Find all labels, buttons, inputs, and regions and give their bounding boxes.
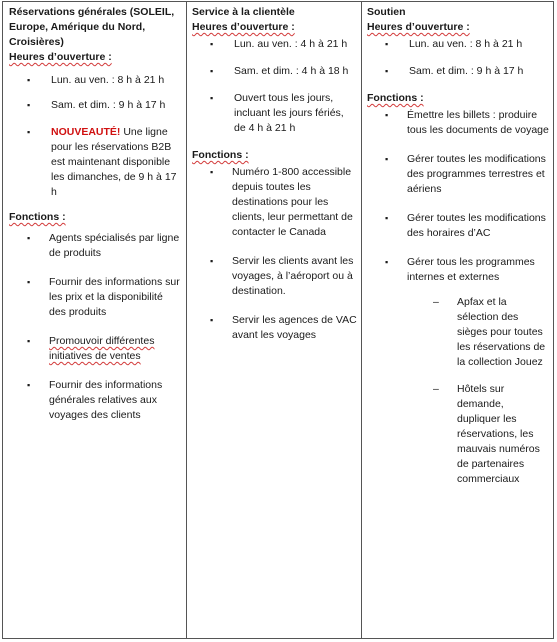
function-item: ▪ Promouvoir différentes initiatives de ventes xyxy=(9,334,182,364)
function-item: ▪ Gérer toutes les modifications des programmes terrestres et aériens xyxy=(367,152,549,197)
hours-item: ▪ Lun. au ven. : 8 h à 21 h xyxy=(367,37,549,52)
column-title: Réservations générales (SOLEIL, Europe, Amérique du Nord, Croisières) xyxy=(9,6,175,48)
new-badge: NOUVEAUTÉ! xyxy=(51,126,121,138)
hours-list xyxy=(192,37,357,136)
functions-heading: Fonctions : xyxy=(192,149,249,161)
column-customer-service xyxy=(187,2,362,638)
function-item: ▪ Fournir des informations générales relatives aux voyages des clients xyxy=(9,378,182,423)
functions-heading: Fonctions : xyxy=(367,92,424,104)
column-support xyxy=(362,2,553,638)
hours-item: ▪ Lun. au ven. : 4 h à 21 h xyxy=(192,37,357,52)
functions-list xyxy=(192,165,357,343)
function-item: ▪ Numéro 1-800 accessible depuis toutes les destinations pour les clients, leur permettant de contacter le Canada xyxy=(192,165,357,240)
hours-heading: Heures d’ouverture : xyxy=(367,21,470,33)
new-notice-text: Une ligne pour les réservations B2B est maintenant disponible les dimanches, de 9 h à 17 h xyxy=(51,126,177,198)
functions-list xyxy=(9,231,182,423)
function-item: ▪ Servir les agences de VAC avant les voyages xyxy=(192,313,357,343)
sub-list xyxy=(367,295,549,487)
function-item: ▪ Gérer toutes les modifications des horaires d’AC xyxy=(367,211,549,241)
services-table xyxy=(2,1,554,639)
hours-list xyxy=(9,73,182,200)
hours-item: ▪ Sam. et dim. : 9 h à 17 h xyxy=(9,98,182,113)
function-item: ▪ Émettre les billets : produire tous les documents de voyage xyxy=(367,108,549,138)
column-title: Service à la clientèle xyxy=(192,6,295,18)
hours-list xyxy=(367,37,549,79)
hours-item: ▪ Lun. au ven. : 8 h à 21 h xyxy=(9,73,182,88)
sub-item: – Apfax et la sélection des sièges pour toutes les réservations de la collection Jouez xyxy=(367,295,549,370)
sub-item: – Hôtels sur demande, dupliquer les réservations, les mauvais numéros de partenaires commerciaux xyxy=(367,382,549,487)
hours-item: ▪ Sam. et dim. : 4 h à 18 h xyxy=(192,64,357,79)
functions-list xyxy=(367,108,549,285)
function-item: ▪ Gérer tous les programmes internes et externes xyxy=(367,255,549,285)
hours-heading: Heures d’ouverture : xyxy=(192,21,295,33)
function-item: ▪ Servir les clients avant les voyages, à l’aéroport ou à destination. xyxy=(192,254,357,299)
column-title: Soutien xyxy=(367,6,406,18)
function-item: ▪ Fournir des informations sur les prix et la disponibilité des produits xyxy=(9,275,182,320)
column-reservations xyxy=(3,2,187,638)
hours-heading: Heures d’ouverture : xyxy=(9,51,112,63)
hours-item: ▪ Ouvert tous les jours, incluant les jours fériés, de 4 h à 21 h xyxy=(192,91,357,136)
new-notice xyxy=(9,125,182,200)
function-item: ▪ Agents spécialisés par ligne de produits xyxy=(9,231,182,261)
hours-item: ▪ Sam. et dim. : 9 h à 17 h xyxy=(367,64,549,79)
functions-heading: Fonctions : xyxy=(9,211,66,223)
